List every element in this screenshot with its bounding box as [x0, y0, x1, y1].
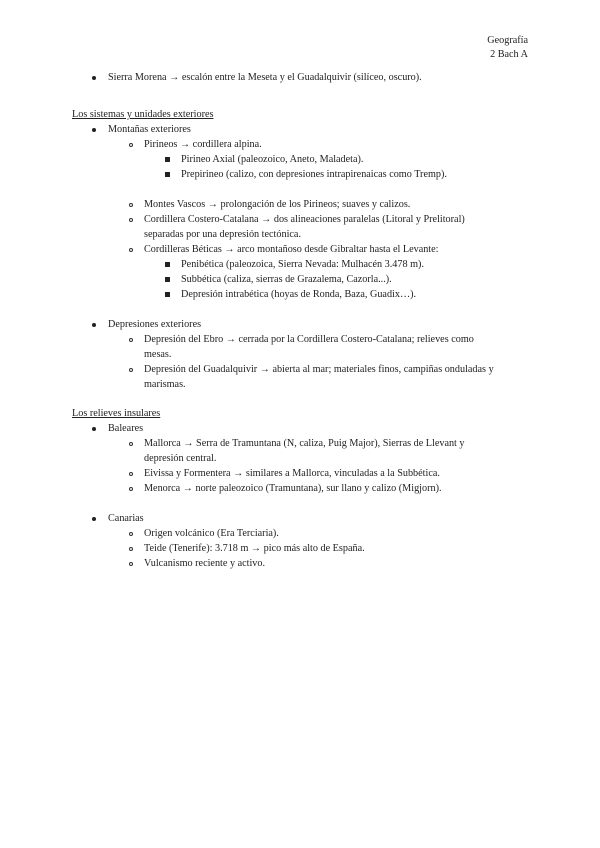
bullet-dot-icon	[88, 421, 100, 436]
list-item-text-line1: Mallorca → Serra de Tramuntana (N, caliza, Puig Major), Sierras de Llevant y	[144, 438, 465, 449]
list-item-depresion-intrabetica	[72, 287, 528, 302]
list-item-pirineo-axial	[72, 152, 528, 167]
subject-label: Geografía	[487, 35, 528, 46]
bullet-circle-icon	[125, 362, 137, 377]
list-item-origen-volcanico	[72, 526, 528, 541]
list-item-text: Eivissa y Formentera → similares a Mallorca, vinculadas a la Subbética.	[144, 468, 440, 479]
section-title-relieves-insulares: Los relieves insulares	[72, 408, 161, 419]
bullet-circle-icon	[125, 556, 137, 571]
list-item-text: Pirineos → cordillera alpina.	[144, 139, 262, 150]
bullet-circle-icon	[125, 332, 137, 347]
list-item-mallorca	[72, 436, 528, 466]
list-item-text: Teide (Tenerife): 3.718 m → pico más alto de España.	[144, 543, 365, 554]
list-item-teide	[72, 541, 528, 556]
document-body	[72, 70, 528, 571]
list-item-text: Subbética (caliza, sierras de Grazalema, Cazorla...).	[181, 274, 392, 285]
list-item-text: Menorca → norte paleozoico (Tramuntana), sur llano y calizo (Migjorn).	[144, 483, 442, 494]
list-item-text-line2: separadas por una depresión tectónica.	[144, 229, 301, 240]
list-item-canarias	[72, 511, 528, 526]
list-item-text: Montañas exteriores	[108, 124, 191, 135]
list-item-text: Penibética (paleozoica, Sierra Nevada: Mulhacén 3.478 m).	[181, 259, 424, 270]
section-title-sistemas-exteriores: Los sistemas y unidades exteriores	[72, 109, 214, 120]
bullet-dot-icon	[88, 70, 100, 85]
list-item-sierra-morena	[72, 70, 528, 85]
list-item-montes-vascos	[72, 197, 528, 212]
list-item-guadalquivir	[72, 362, 528, 392]
list-item-text: Depresiones exteriores	[108, 319, 202, 330]
bullet-circle-icon	[125, 466, 137, 481]
bullet-circle-icon	[125, 436, 137, 451]
list-item-text-line1: Cordillera Costero-Catalana → dos alineaciones paralelas (Litoral y Prelitoral)	[144, 214, 465, 225]
list-item-text-line2: marismas.	[144, 379, 186, 390]
bullet-dot-icon	[88, 511, 100, 526]
list-item-eivissa	[72, 466, 528, 481]
list-item-costero-catalana	[72, 212, 528, 242]
bullet-dot-icon	[88, 317, 100, 332]
list-item-penibetica	[72, 257, 528, 272]
bullet-circle-icon	[125, 212, 137, 227]
course-label: 2 Bach A	[490, 49, 528, 60]
list-item-text: Vulcanismo reciente y activo.	[144, 558, 266, 569]
list-item-text: Cordilleras Béticas → arco montañoso desde Gibraltar hasta el Levante:	[144, 244, 439, 255]
bullet-circle-icon	[125, 197, 137, 212]
list-item-text: Pirineo Axial (paleozoico, Aneto, Maladeta).	[181, 154, 364, 165]
list-item-vulcanismo	[72, 556, 528, 571]
bullet-circle-icon	[125, 526, 137, 541]
bullet-dot-icon	[88, 122, 100, 137]
list-item-text-line2: depresión central.	[144, 453, 217, 464]
bullet-circle-icon	[125, 137, 137, 152]
list-item-text: Canarias	[108, 513, 144, 524]
list-item-text: Sierra Morena → escalón entre la Meseta y el Guadalquivir (silíceo, oscuro).	[108, 72, 422, 83]
bullet-circle-icon	[125, 242, 137, 257]
list-item-text: Origen volcánico (Era Terciaria).	[144, 528, 279, 539]
list-item-subbetica	[72, 272, 528, 287]
list-item-beticas	[72, 242, 528, 257]
list-item-text-line1: Depresión del Guadalquivir → abierta al mar; materiales finos, campiñas onduladas y	[144, 364, 494, 375]
bullet-circle-icon	[125, 481, 137, 496]
bullet-square-icon	[161, 152, 173, 167]
bullet-square-icon	[161, 272, 173, 287]
list-item-text-line1: Depresión del Ebro → cerrada por la Cordillera Costero-Catalana; relieves como	[144, 334, 474, 345]
bullet-square-icon	[161, 167, 173, 182]
page-header	[487, 34, 528, 62]
list-item-baleares	[72, 421, 528, 436]
list-item-text-line2: mesas.	[144, 349, 172, 360]
bullet-square-icon	[161, 287, 173, 302]
list-item-text: Montes Vascos → prolongación de los Pirineos; suaves y calizos.	[144, 199, 411, 210]
list-item-prepirineo	[72, 167, 528, 182]
list-item-text: Depresión intrabética (hoyas de Ronda, Baza, Guadix…).	[181, 289, 417, 300]
list-item-depresiones	[72, 317, 528, 332]
list-item-text: Baleares	[108, 423, 144, 434]
bullet-circle-icon	[125, 541, 137, 556]
list-item-ebro	[72, 332, 528, 362]
list-item-menorca	[72, 481, 528, 496]
list-item-pirineos	[72, 137, 528, 152]
list-item-text: Prepirineo (calizo, con depresiones intrapirenaicas como Tremp).	[181, 169, 447, 180]
bullet-square-icon	[161, 257, 173, 272]
list-item-montanas	[72, 122, 528, 137]
